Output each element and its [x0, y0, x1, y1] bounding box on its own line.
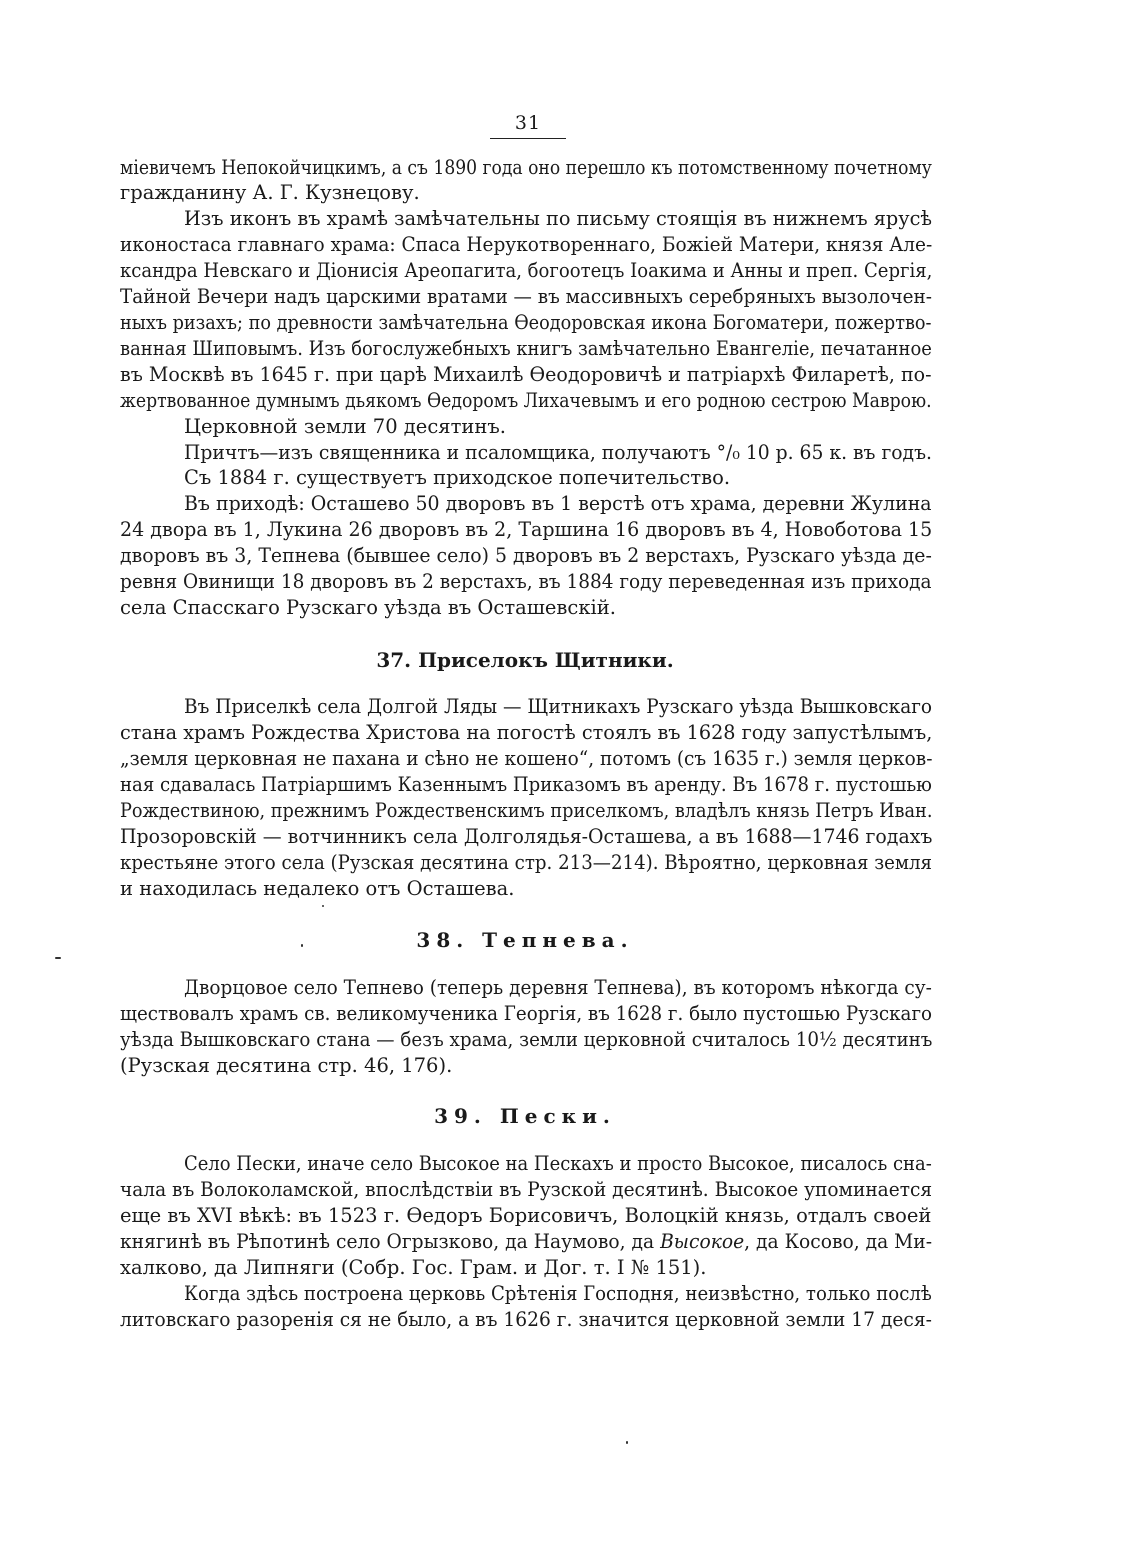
text-run: , да Косово, да Ми- — [744, 1230, 933, 1253]
text-line: Прозоровскій — вотчинникъ села Долголядья-Осташева, а въ 1688—1746 годахъ — [120, 825, 933, 848]
text-line — [120, 1230, 932, 1254]
text-line: Тайной Вечери надъ царскими вратами — въ массивныхъ серебряныхъ вызолочен- — [120, 285, 932, 308]
text-line: села Спасскаго Рузскаго уѣзда въ Осташевскій. — [120, 596, 616, 619]
text-line: Село Пески, иначе село Высокое на Пескахъ и просто Высокое, писалось сна- — [184, 1152, 932, 1175]
text-line: 24 двора въ 1, Лукина 26 дворовъ въ 2, Таршина 16 дворовъ въ 4, Новоботова 15 — [120, 518, 933, 541]
section-heading: 38. Тепнева. — [416, 928, 634, 952]
text-line: въ Москвѣ въ 1645 г. при царѣ Михаилѣ Ѳеодоровичѣ и патріархѣ Филаретѣ, по- — [120, 363, 932, 386]
text-line: стана храмъ Рождества Христова на погостѣ стоялъ въ 1628 году запустѣлымъ, — [120, 721, 933, 744]
section-heading: 39. Пески. — [434, 1104, 616, 1128]
text-line: ществовалъ храмъ св. великомученика Георгія, въ 1628 г. было пустошью Рузскаго — [120, 1002, 933, 1025]
text-line: иконостаса главнаго храма: Спаса Нерукотвореннаго, Божіей Матери, князя Але- — [120, 233, 933, 256]
text-line: халково, да Липняги (Собр. Гос. Грам. и Дог. т. I № 151). — [120, 1256, 707, 1279]
text-line: ная сдавалась Патріаршимъ Казеннымъ Приказомъ въ аренду. Въ 1678 г. пустошью — [120, 773, 932, 796]
text-line: ксандра Невскаго и Діонисія Ареопагита, богоотецъ Іоакима и Анны и преп. Сергія, — [120, 259, 933, 282]
page-number: 31 — [490, 112, 566, 139]
text-line: Рождествиною, прежнимъ Рождественскимъ приселкомъ, владѣлъ князь Петръ Иван. — [120, 799, 933, 822]
text-line: и находилась недалеко отъ Осташева. — [120, 877, 515, 900]
text-line: крестьяне этого села (Рузская десятина стр. 213—214). Вѣроятно, церковная земля — [120, 851, 933, 874]
text-line: міевичемъ Непокойчицкимъ, а съ 1890 года оно перешло къ потомственному почетному — [120, 156, 932, 179]
text-line: Дворцовое село Тепнево (теперь деревня Тепнева), въ которомъ нѣкогда су- — [184, 976, 932, 999]
text-line: Съ 1884 г. существуетъ приходское попечительство. — [184, 466, 731, 489]
text-line: чала въ Волоколамской, впослѣдствіи въ Рузской десятинѣ. Высокое упоминается — [120, 1178, 933, 1201]
text-line: жертвованное думнымъ дьякомъ Ѳедоромъ Лихачевымъ и его родною сестрою Маврою. — [120, 389, 932, 412]
scan-speck — [626, 1441, 628, 1444]
scan-speck — [301, 944, 303, 947]
scan-speck — [55, 957, 61, 959]
text-run: княгинѣ въ Рѣпотинѣ село Огрызково, да Наумово, да — [120, 1230, 655, 1253]
section-heading: 37. Приселокъ Щитники. — [376, 648, 674, 672]
italic-word: Высокое — [660, 1230, 745, 1253]
text-line: уѣзда Вышковскаго стана — безъ храма, земли церковной считалось 10½ десятинъ — [120, 1028, 933, 1051]
text-line: литовскаго разоренія ся не было, а въ 1626 г. значится церковной земли 17 деся- — [120, 1308, 932, 1331]
text-line: „земля церковная не пахана и сѣно не кошено“, потомъ (съ 1635 г.) земля церков- — [120, 747, 933, 770]
text-line: ныхъ ризахъ; по древности замѣчательна Ѳеодоровская икона Богоматери, пожертво- — [120, 311, 932, 334]
scan-speck — [322, 905, 324, 907]
text-line: гражданину А. Г. Кузнецову. — [120, 181, 420, 204]
text-line: ревня Овинищи 18 дворовъ въ 2 верстахъ, въ 1884 году переведенная изъ прихода — [120, 570, 932, 593]
text-line: Когда здѣсь построена церковь Срѣтенія Господня, неизвѣстно, только послѣ — [184, 1282, 932, 1305]
text-line: еще въ XVI вѣкѣ: въ 1523 г. Ѳедоръ Борисовичъ, Волоцкій князь, отдалъ своей — [120, 1204, 932, 1227]
text-line: Въ Приселкѣ села Долгой Ляды — Щитникахъ Рузскаго уѣзда Вышковскаго — [184, 695, 933, 718]
text-line: дворовъ въ 3, Тепнева (бывшее село) 5 дворовъ въ 2 верстахъ, Рузскаго уѣзда де- — [120, 544, 932, 567]
text-line: Въ приходѣ: Осташево 50 дворовъ въ 1 верстѣ отъ храма, деревни Жулина — [184, 492, 932, 515]
text-line: Изъ иконъ въ храмѣ замѣчательны по письму стоящія въ нижнемъ ярусѣ — [184, 207, 933, 230]
text-line: ванная Шиповымъ. Изъ богослужебныхъ книгъ замѣчательно Евангеліе, печатанное — [120, 337, 932, 360]
text-line: Причтъ—изъ священника и псаломщика, получаютъ °/₀ 10 р. 65 к. въ годъ. — [184, 441, 932, 464]
text-line: (Рузская десятина стр. 46, 176). — [120, 1054, 453, 1077]
text-line: Церковной земли 70 десятинъ. — [184, 415, 506, 438]
